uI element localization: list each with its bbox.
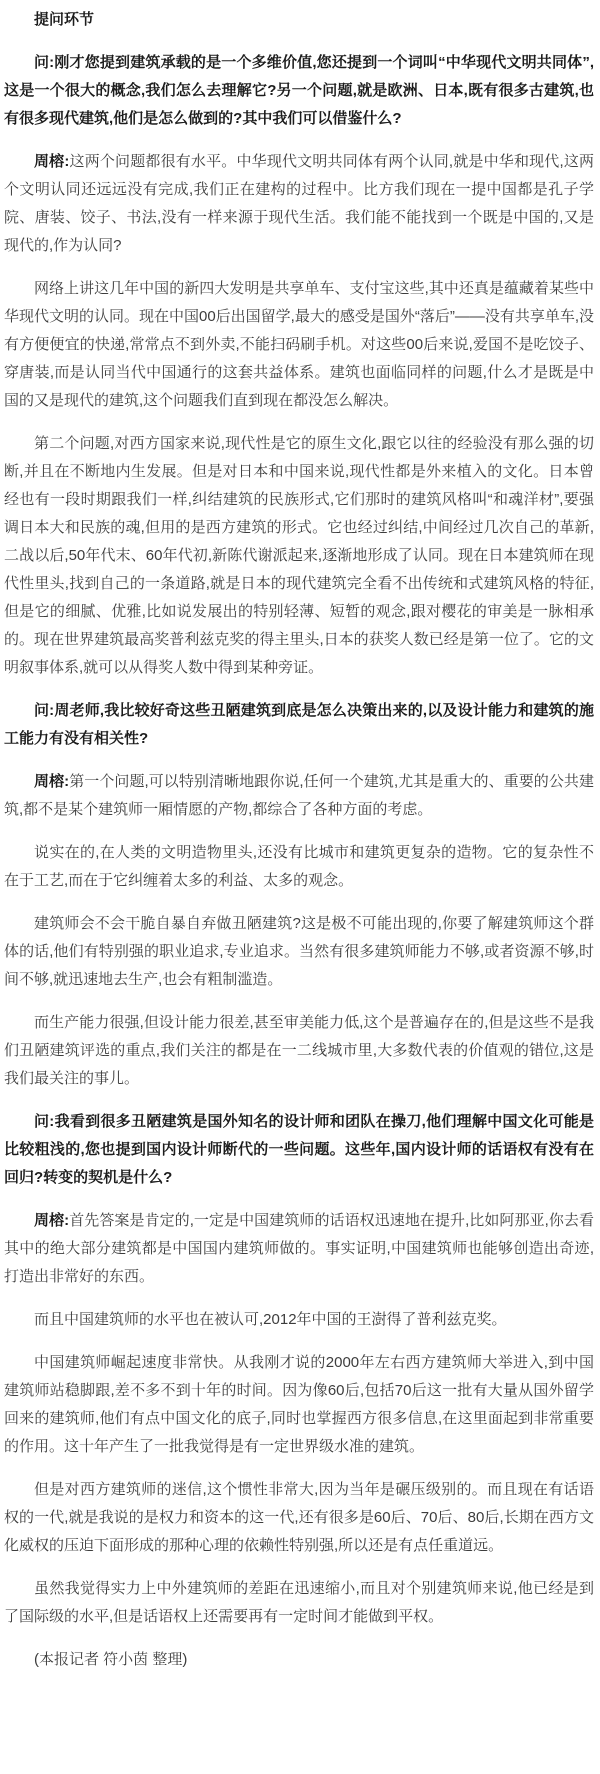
answer-paragraph-8	[4, 1207, 594, 1291]
question-paragraph-3: 问:我看到很多丑陋建筑是国外知名的设计师和团队在操刀,他们理解中国文化可能是比较粗浅的,您也提到国内设计师断代的一些问题。这些年,国内设计师的话语权有没有在回归?转变的契机是什么?	[4, 1113, 594, 1186]
article-title: 提问环节	[34, 11, 95, 28]
answer-paragraph-2: 网络上讲这几年中国的新四大发明是共享单车、支付宝这些,其中还真是蕴藏着某些中华现代文明的认同。现在中国00后出国留学,最大的感受是国外“落后”——没有共享单车,没有方便便宜的快递,常常点不到外卖,不能扫码刷手机。对这些00后来说,爱国不是吃饺子、穿唐装,而是认同当代中国通行的这套共益体系。建筑也面临同样的问题,什么才是既是中国的又是现代的建筑,这个问题我们直到现在都没怎么解决。	[4, 280, 595, 409]
answer-paragraph-7: 而生产能力很强,但设计能力很差,甚至审美能力低,这个是普遍存在的,但是这些不是我们丑陋建筑评选的重点,我们关注的都是在一二线城市里,大多数代表的价值观的错位,这是我们最关注的事儿。	[4, 1014, 594, 1087]
question-paragraph-2: 问:周老师,我比较好奇这些丑陋建筑到底是怎么决策出来的,以及设计能力和建筑的施工能力有没有相关性?	[4, 702, 594, 747]
answer-paragraph-11: 但是对西方建筑师的迷信,这个惯性非常大,因为当年是碾压级别的。而且现在有话语权的一代,就是我说的是权力和资本的这一代,还有很多是60后、70后、80后,长期在西方文化威权的压迫下面形成的那种心理的依赖性特别强,所以还是有点任重道远。	[4, 1481, 594, 1554]
speaker-name: 周榕:	[34, 1212, 70, 1229]
speaker-name: 周榕:	[34, 153, 70, 170]
speaker-name: 周榕:	[34, 773, 70, 790]
question-paragraph-1: 问:刚才您提到建筑承载的是一个多维价值,您还提到一个词叫“中华现代文明共同体”,这是一个很大的概念,我们怎么去理解它?另一个问题,就是欧洲、日本,既有很多古建筑,也有很多现代建筑,他们是怎么做到的?其中我们可以借鉴什么?	[4, 54, 594, 127]
answer-paragraph-5: 说实在的,在人类的文明造物里头,还没有比城市和建筑更复杂的造物。它的复杂性不在于工艺,而在于它纠缠着太多的利益、太多的观念。	[4, 844, 594, 889]
answer-paragraph-3: 第二个问题,对西方国家来说,现代性是它的原生文化,跟它以往的经验没有那么强的切断,并且在不断地内生发展。但是对日本和中国来说,现代性都是外来植入的文化。日本曾经也有一段时期跟我们一样,纠结建筑的民族形式,它们那时的建筑风格叫“和魂洋材”,要强调日本大和民族的魂,但用的是西方建筑的形式。它也经过纠结,中间经过几次自己的革新,二战以后,50年代末、60年代初,新陈代谢派起来,逐渐地形成了认同。现在日本建筑师在现代性里头,找到自己的一条道路,就是日本的现代建筑完全看不出传统和式建筑风格的特征,但是它的细腻、优雅,比如说发展出的特别轻薄、短暂的观念,跟对樱花的审美是一脉相承的。现在世界建筑最高奖普利兹克奖的得主里头,日本的获奖人数已经是第一位了。它的文明叙事体系,就可以从得奖人数中得到某种旁证。	[4, 435, 594, 676]
answer-paragraph-10: 中国建筑师崛起速度非常快。从我刚才说的2000年左右西方建筑师大举进入,到中国建筑师站稳脚跟,差不多不到十年的时间。因为像60后,包括70后这一批有大量从国外留学回来的建筑师,他们有点中国文化的底子,同时也掌握西方很多信息,在这里面起到非常重要的作用。这十年产生了一批我觉得是有一定世界级水准的建筑。	[4, 1354, 594, 1455]
answer-text: 第一个问题,可以特别清晰地跟你说,任何一个建筑,尤其是重大的、重要的公共建筑,都不是某个建筑师一厢情愿的产物,都综合了各种方面的考虑。	[4, 773, 594, 818]
answer-text: 这两个问题都很有水平。中华现代文明共同体有两个认同,就是中华和现代,这两个文明认同还远远没有完成,我们正在建构的过程中。比方我们现在一提中国都是孔子学院、唐装、饺子、书法,没有一样来源于现代生活。我们能不能找到一个既是中国的,又是现代的,作为认同?	[4, 153, 595, 254]
answer-text: 首先答案是肯定的,一定是中国建筑师的话语权迅速地在提升,比如阿那亚,你去看其中的绝大部分建筑都是中国国内建筑师做的。事实证明,中国建筑师也能够创造出奇迹,打造出非常好的东西。	[4, 1212, 594, 1285]
answer-paragraph-6: 建筑师会不会干脆自暴自弃做丑陋建筑?这是极不可能出现的,你要了解建筑师这个群体的话,他们有特别强的职业追求,专业追求。当然有很多建筑师能力不够,或者资源不够,时间不够,就迅速地去生产,也会有粗制滥造。	[4, 915, 594, 988]
answer-paragraph-4	[4, 768, 594, 824]
reporter-credit: (本报记者 符小茵 整理)	[34, 1651, 188, 1668]
answer-paragraph-9: 而且中国建筑师的水平也在被认可,2012年中国的王澍得了普利兹克奖。	[34, 1311, 507, 1328]
answer-paragraph-1	[4, 148, 594, 260]
answer-paragraph-12: 虽然我觉得实力上中外建筑师的差距在迅速缩小,而且对个别建筑师来说,他已经是到了国际级的水平,但是话语权上还需要再有一定时间才能做到平权。	[4, 1580, 594, 1625]
